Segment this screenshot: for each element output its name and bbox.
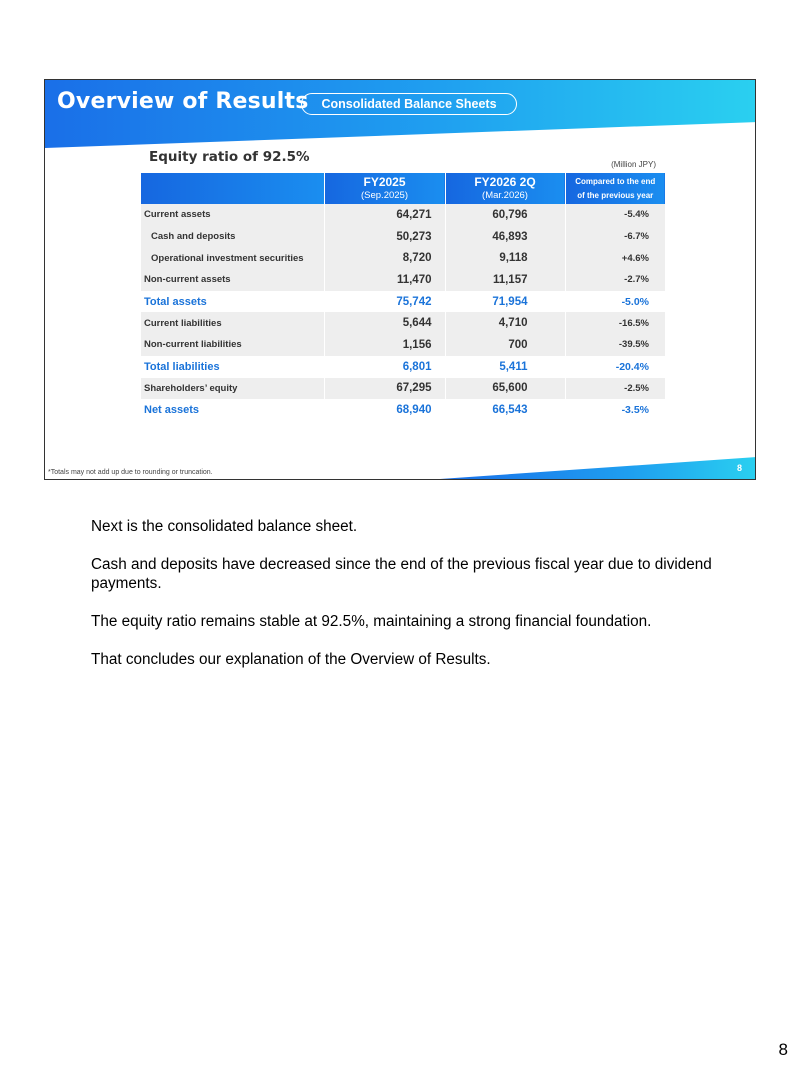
- header-fy2026-label: FY2026 2Q: [474, 175, 536, 189]
- table-row-total: [141, 399, 665, 421]
- cell-fy2025: 50,273: [324, 226, 445, 248]
- table-row: [141, 334, 665, 356]
- table-header-row: [141, 173, 665, 204]
- table-row: [141, 204, 665, 226]
- cell-change: -16.5%: [565, 312, 665, 334]
- balance-sheet-table: [141, 173, 665, 421]
- table-row: [141, 226, 665, 248]
- row-label: Operational investment securities: [141, 247, 324, 269]
- cell-change: -3.5%: [565, 399, 665, 421]
- cell-fy2025: 5,644: [324, 312, 445, 334]
- slide: [44, 79, 756, 480]
- table-row: [141, 378, 665, 400]
- cell-fy2026: 71,954: [445, 291, 565, 313]
- header-fy2025: [324, 173, 445, 204]
- row-label: Current assets: [141, 204, 324, 226]
- row-label: Shareholders’ equity: [141, 378, 324, 400]
- cell-fy2025: 68,940: [324, 399, 445, 421]
- header-fy2025-label: FY2025: [363, 175, 406, 189]
- cell-fy2025: 67,295: [324, 378, 445, 400]
- header-fy2025-period: (Sep.2025): [360, 190, 408, 201]
- cell-change: -20.4%: [565, 356, 665, 378]
- table-row-total: [141, 291, 665, 313]
- cell-fy2026: 11,157: [445, 269, 565, 291]
- cell-fy2026: 9,118: [445, 247, 565, 269]
- cell-change: -5.4%: [565, 204, 665, 226]
- cell-change: +4.6%: [565, 247, 665, 269]
- slide-title: Overview of Results: [57, 89, 309, 114]
- cell-change: -2.5%: [565, 378, 665, 400]
- header-fy2026: [445, 173, 565, 204]
- cell-fy2026: 700: [445, 334, 565, 356]
- cell-fy2025: 8,720: [324, 247, 445, 269]
- page-number: 8: [778, 1040, 788, 1059]
- cell-fy2026: 65,600: [445, 378, 565, 400]
- row-label: Total assets: [141, 291, 324, 313]
- notes-paragraph: The equity ratio remains stable at 92.5%, maintaining a strong financial foundation.: [91, 613, 652, 630]
- header-change-line1: Compared to the end: [575, 176, 656, 186]
- table-row: [141, 312, 665, 334]
- header-change-line2: of the previous year: [577, 190, 654, 200]
- row-label: Cash and deposits: [141, 226, 324, 248]
- row-label: Non-current liabilities: [141, 334, 324, 356]
- header-change: [565, 173, 665, 204]
- speaker-notes: [91, 517, 731, 688]
- cell-fy2026: 66,543: [445, 399, 565, 421]
- cell-fy2025: 1,156: [324, 334, 445, 356]
- cell-fy2026: 5,411: [445, 356, 565, 378]
- header-fy2026-period: (Mar.2026): [482, 190, 528, 201]
- notes-paragraph: That concludes our explanation of the Overview of Results.: [91, 651, 491, 668]
- cell-fy2025: 6,801: [324, 356, 445, 378]
- cell-change: -2.7%: [565, 269, 665, 291]
- equity-ratio-heading: Equity ratio of 92.5%: [149, 149, 310, 165]
- table-row: [141, 269, 665, 291]
- header-blank: [141, 173, 324, 204]
- row-label: Net assets: [141, 399, 324, 421]
- table-row: [141, 247, 665, 269]
- row-label: Non-current assets: [141, 269, 324, 291]
- slide-page-number: 8: [736, 463, 742, 473]
- table-row-total: [141, 356, 665, 378]
- footnote: *Totals may not add up due to rounding or truncation.: [48, 469, 213, 476]
- cell-change: -39.5%: [565, 334, 665, 356]
- cell-fy2025: 75,742: [324, 291, 445, 313]
- cell-fy2026: 60,796: [445, 204, 565, 226]
- cell-fy2025: 11,470: [324, 269, 445, 291]
- notes-paragraph: Cash and deposits have decreased since the end of the previous fiscal year due to dividend payments.: [91, 556, 712, 592]
- row-label: Total liabilities: [141, 356, 324, 378]
- cell-change: -6.7%: [565, 226, 665, 248]
- cell-fy2025: 64,271: [324, 204, 445, 226]
- unit-label: (Million JPY): [611, 160, 656, 169]
- row-label: Current liabilities: [141, 312, 324, 334]
- cell-fy2026: 46,893: [445, 226, 565, 248]
- cell-change: -5.0%: [565, 291, 665, 313]
- notes-paragraph: Next is the consolidated balance sheet.: [91, 518, 358, 535]
- cell-fy2026: 4,710: [445, 312, 565, 334]
- section-pill: Consolidated Balance Sheets: [301, 93, 517, 115]
